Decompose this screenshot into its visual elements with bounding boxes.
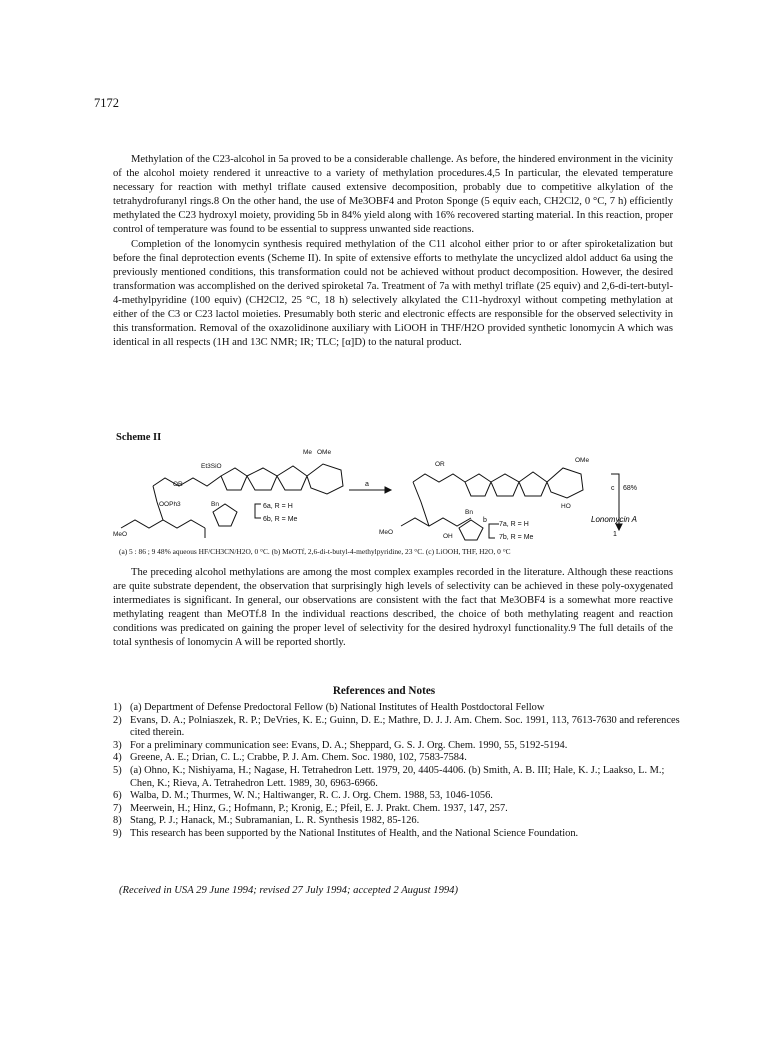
arrow-a-head [385, 487, 391, 493]
atom-ome-right: OMe [575, 457, 590, 464]
scheme-caption: (a) 5 : 86 ; 9 48% aqueous HF/CH3CN/H2O, 0 °C. (b) MeOTf, 2,6-di-t-butyl-4-methylpyridine, 23 °C. (c) LiOOH, THF, H2O, 0 °C [119, 547, 511, 556]
left-pyran-ring [307, 464, 343, 494]
label-6a: 6a, R = H [263, 503, 293, 510]
label-step-c: c [611, 485, 615, 492]
label-lonomycin-a: Lonomycin A [591, 515, 637, 524]
scheme-label: Scheme II [116, 432, 162, 443]
right-thf-ring-1 [465, 474, 491, 496]
page-number: 7172 [94, 96, 119, 110]
reference-item: 6) Walba, D. M.; Thurmes, W. N.; Haltiwanger, R. C. J. Org. Chem. 1988, 53, 1046-1056. [113, 790, 493, 802]
atom-ooph3: OOPh3 [159, 501, 181, 508]
received-dates: (Received in USA 29 June 1994; revised 27 July 1994; accepted 2 August 1994) [119, 885, 458, 896]
atom-et3sio: Et3SiO [201, 463, 222, 470]
atom-bn-right: Bn [465, 509, 473, 516]
atom-or-right: OR [435, 461, 445, 468]
right-thf-ring-2 [491, 474, 519, 496]
scheme-ii-diagram [113, 446, 673, 546]
right-chain-bond [401, 518, 471, 526]
body-text-bottom [113, 566, 673, 651]
reference-item: 9) This research has been supported by the National Institutes of Health, and the National Science Foundation. [113, 827, 579, 839]
label-7a: 7a, R = H [499, 521, 529, 528]
bracket-6 [255, 504, 261, 518]
references-title: References and Notes [332, 685, 436, 697]
atom-oh-right: OH [443, 533, 453, 540]
atom-or-left: OR [173, 481, 183, 488]
references-list [113, 702, 683, 841]
atom-meo-right: MeO [379, 529, 394, 536]
reference-item: 5) (a) Ohno, K.; Nishiyama, H.; Nagase, H. Tetrahedron Lett. 1979, 20, 4405-4406. (b) Smith, A. B. III; Hale, K. J.; Laakso, L. M.; Chen, K.; Rieva, A. Tetrahedron Lett. 1989, 30, 6963-6966. [113, 764, 665, 789]
right-pyran-ring [547, 468, 583, 498]
reference-item: 2) Evans, D. A.; Polniaszek, R. P.; DeVries, K. E.; Guinn, D. E.; Mathre, D. J. J. Am. Chem. Soc. 1991, 113, 7613-7630 and references cited therein. [113, 714, 680, 739]
reference-item: 4) Greene, A. E.; Drian, C. L.; Crabbe, P. J. Am. Chem. Soc. 1980, 102, 7583-7584. [113, 752, 467, 764]
atom-ho-right: HO [561, 503, 571, 510]
atom-meo-left: MeO [113, 531, 128, 538]
paragraph-lonomycin-completion: Completion of the lonomycin synthesis required methylation of the C11 alcohol either prior to or after spiroketalization but before the final deprotection events (Scheme II). In spite of extensive efforts to methylate the uncyclized aldol adduct 6a using the previously mentioned conditions, this transformation could not be achieved without product decomposition. However, the desired transformation was accomplished on the derived spiroketal 7a. Treatment of 7a with methyl triflate (25 equiv) and 2,6-di-tert-butyl-4-methylpyridine (100 equiv) (CH2Cl2, 25 °C, 18 h) selectively alkylated the C11-hydroxyl without competing methylation at either of the C3 or C23 lactol moieties. Presumably both steric and electronic effects are responsible for the observed selectivity in this transformation. Removal of the oxazolidinone auxiliary with LiOOH in THF/H2O provided synthetic lonomycin A which was identical in all respects (1H and 13C NMR; IR; TLC; [α]D) to the natural product. [113, 238, 673, 349]
reference-item: 1) (a) Department of Defense Predoctoral Fellow (b) National Institutes of Health Postdoctoral Fellow [113, 702, 545, 713]
paragraph-methylation-c23: Methylation of the C23-alcohol in 5a proved to be a considerable challenge. As before, the hindered environment in the vicinity of the alcohol moiety rendered it unreactive to a variety of methylation procedures.4,5 In particular, the elevated temperature necessary for reaction with methyl triflate caused extensive decomposition, probably due to competitive alkylation of the tetrahydrofuranyl rings.8 On the other hand, the use of Me3OBF4 and Proton Sponge (5 equiv each, CH2Cl2, 0 °C, 7 h) efficiently methylated the C23 hydroxyl moiety, providing 5b in 84% yield along with 16% recovered starting material. In this reaction, proper control of temperature was found to be essential to suppress unwanted side reactions. [113, 154, 673, 236]
arrow-c-head [616, 524, 622, 530]
body-text-top [113, 153, 673, 350]
left-thf-ring-2 [247, 468, 277, 490]
right-chain-connector [413, 482, 429, 526]
reference-item: 3) For a preliminary communication see: Evans, D. A.; Sheppard, G. S. J. Org. Chem. 1990, 55, 5192-5194. [113, 739, 568, 751]
atom-bn-left: Bn [211, 501, 219, 508]
left-thf-ring-1 [221, 468, 247, 490]
bracket-7 [489, 524, 495, 538]
atom-ome-left: OMe [317, 449, 332, 456]
paragraph-alcohol-methylations: The preceding alcohol methylations are among the most complex examples recorded in the literature. Although these reactions are quite substrate dependent, the observation that surprisingly high levels of selectivity can be achieved in these poly-oxygenated intermediates is significant. In general, our observations are consistent with the fact that Me3OBF4 is a somewhat more reactive methylating reagent than MeOTf.8 In the individual reactions described, the choice of both methylating reagent and reaction conditions was predicated on gaining the proper level of selectivity for the desired hydroxyl functionality.9 The full details of the total synthesis of lonomycin A will be reported shortly. [113, 567, 673, 649]
label-step-a: a [365, 481, 369, 488]
label-7b: 7b, R = Me [499, 534, 534, 541]
left-chain-upper [153, 476, 221, 486]
reference-item: 8) Stang, P. J.; Hanack, M.; Subramanian, L. R. Synthesis 1982, 85-126. [113, 815, 420, 827]
left-chain-bond [121, 520, 205, 528]
label-lonomycin-num: 1 [613, 531, 617, 538]
atom-me-left: Me [303, 449, 313, 456]
right-thf-ring-3 [519, 472, 547, 496]
right-chain-upper [413, 474, 465, 482]
left-thf-ring-3 [277, 466, 307, 490]
label-6b: 6b, R = Me [263, 516, 298, 523]
label-step-b: b [483, 517, 487, 524]
label-yield-c: 68% [623, 485, 638, 492]
reference-item: 7) Meerwein, H.; Hinz, G.; Hofmann, P.; Kronig, E.; Pfeil, E. J. Prakt. Chem. 1937, 147, 257. [113, 802, 508, 814]
